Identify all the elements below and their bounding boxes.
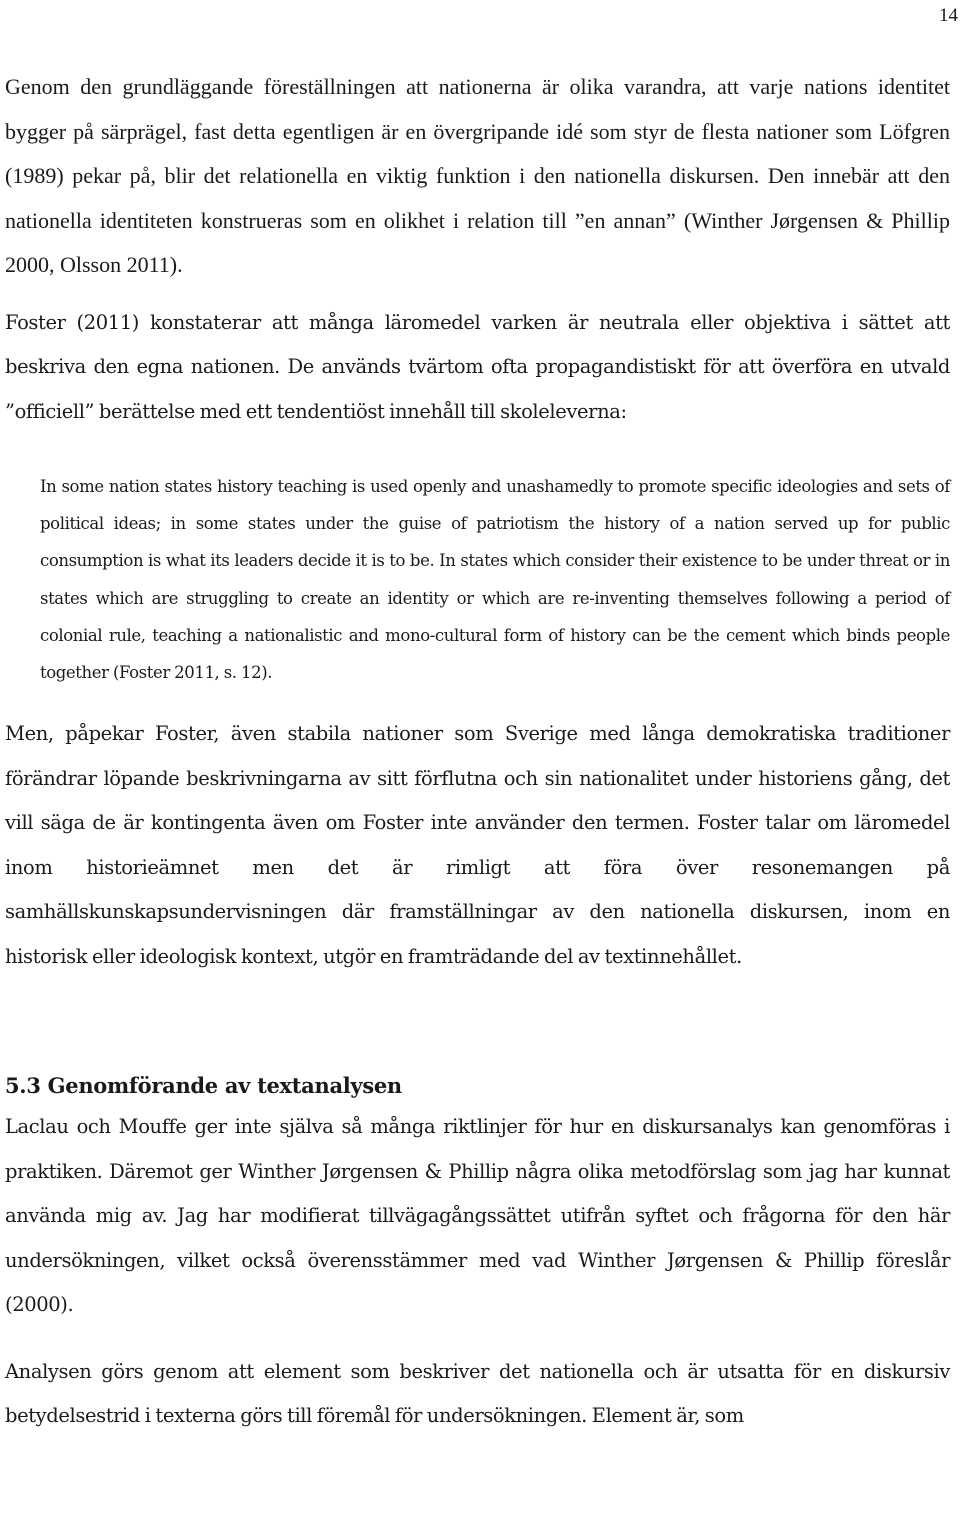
paragraph-stable-nations: Men, påpekar Foster, även stabila nationer som Sverige med långa demokratiska traditioner förändrar löpande beskrivningarna av sitt förflutna och sin nationalitet under historiens gång, det vill säga de är kontingenta även om Foster inte använder den termen. Foster talar om läromedel inom historieämnet men det är rimligt att föra över resonemangen på samhällskunskapsundervisningen där framställningar av den nationella diskursen, inom en historisk eller ideologisk kontext, utgör en framträdande del av textinnehållet. <box>5 722 950 968</box>
section-heading: 5.3 Genomförande av textanalysen <box>5 1073 402 1099</box>
paragraph-analysis: Analysen görs genom att element som beskriver det nationella och är utsatta för en diskursiv betydelsestrid i texterna görs till föremål för undersökningen. Element är, som <box>5 1359 950 1428</box>
paragraph-relational-identity: Genom den grundläggande föreställningen att nationerna är olika varandra, att varje nations identitet bygger på särprägel, fast detta egentligen är en övergripande idé som styr de flesta nationer som Löfgren (1989) pekar på, blir det relationella en viktig funktion i den nationella diskursen. Den innebär att den nationella identiteten konstrueras som en olikhet i relation till ”en annan” (Winther Jørgensen & Phillip 2000, Olsson 2011). <box>5 74 950 277</box>
paragraph-foster-textbooks: Foster (2011) konstaterar att många läromedel varken är neutrala eller objektiva i sättet att beskriva den egna nationen. De används tvärtom ofta propagandistiskt för att överföra en utvald ”officiell” berättelse med ett tendentiöst innehåll till skoleleverna: <box>5 310 950 423</box>
document-body <box>5 65 950 1439</box>
paragraph-method-guidelines: Laclau och Mouffe ger inte själva så många riktlinjer för hur en diskursanalys kan genomföras i praktiken. Däremot ger Winther Jørgensen & Phillip några olika metodförslag som jag har kunnat använda mig av. Jag har modifierat tillvägagångssättet utifrån syftet och frågorna för den här undersökningen, vilket också överensstämmer med vad Winther Jørgensen & Phillip föreslår (2000). <box>5 1115 950 1317</box>
page-number: 14 <box>939 5 958 26</box>
block-quote-foster: In some nation states history teaching is used openly and unashamedly to promote specific ideologies and sets of political ideas; in some states under the guise of patriotism the history of a nation served up for public consumption is what its leaders decide it is to be. In states which consider their existence to be under threat or in states which are struggling to create an identity or which are re-inventing themselves following a period of colonial rule, teaching a nationalistic and mono-cultural form of history can be the cement which binds people together (Foster 2011, s. 12). <box>40 477 950 683</box>
